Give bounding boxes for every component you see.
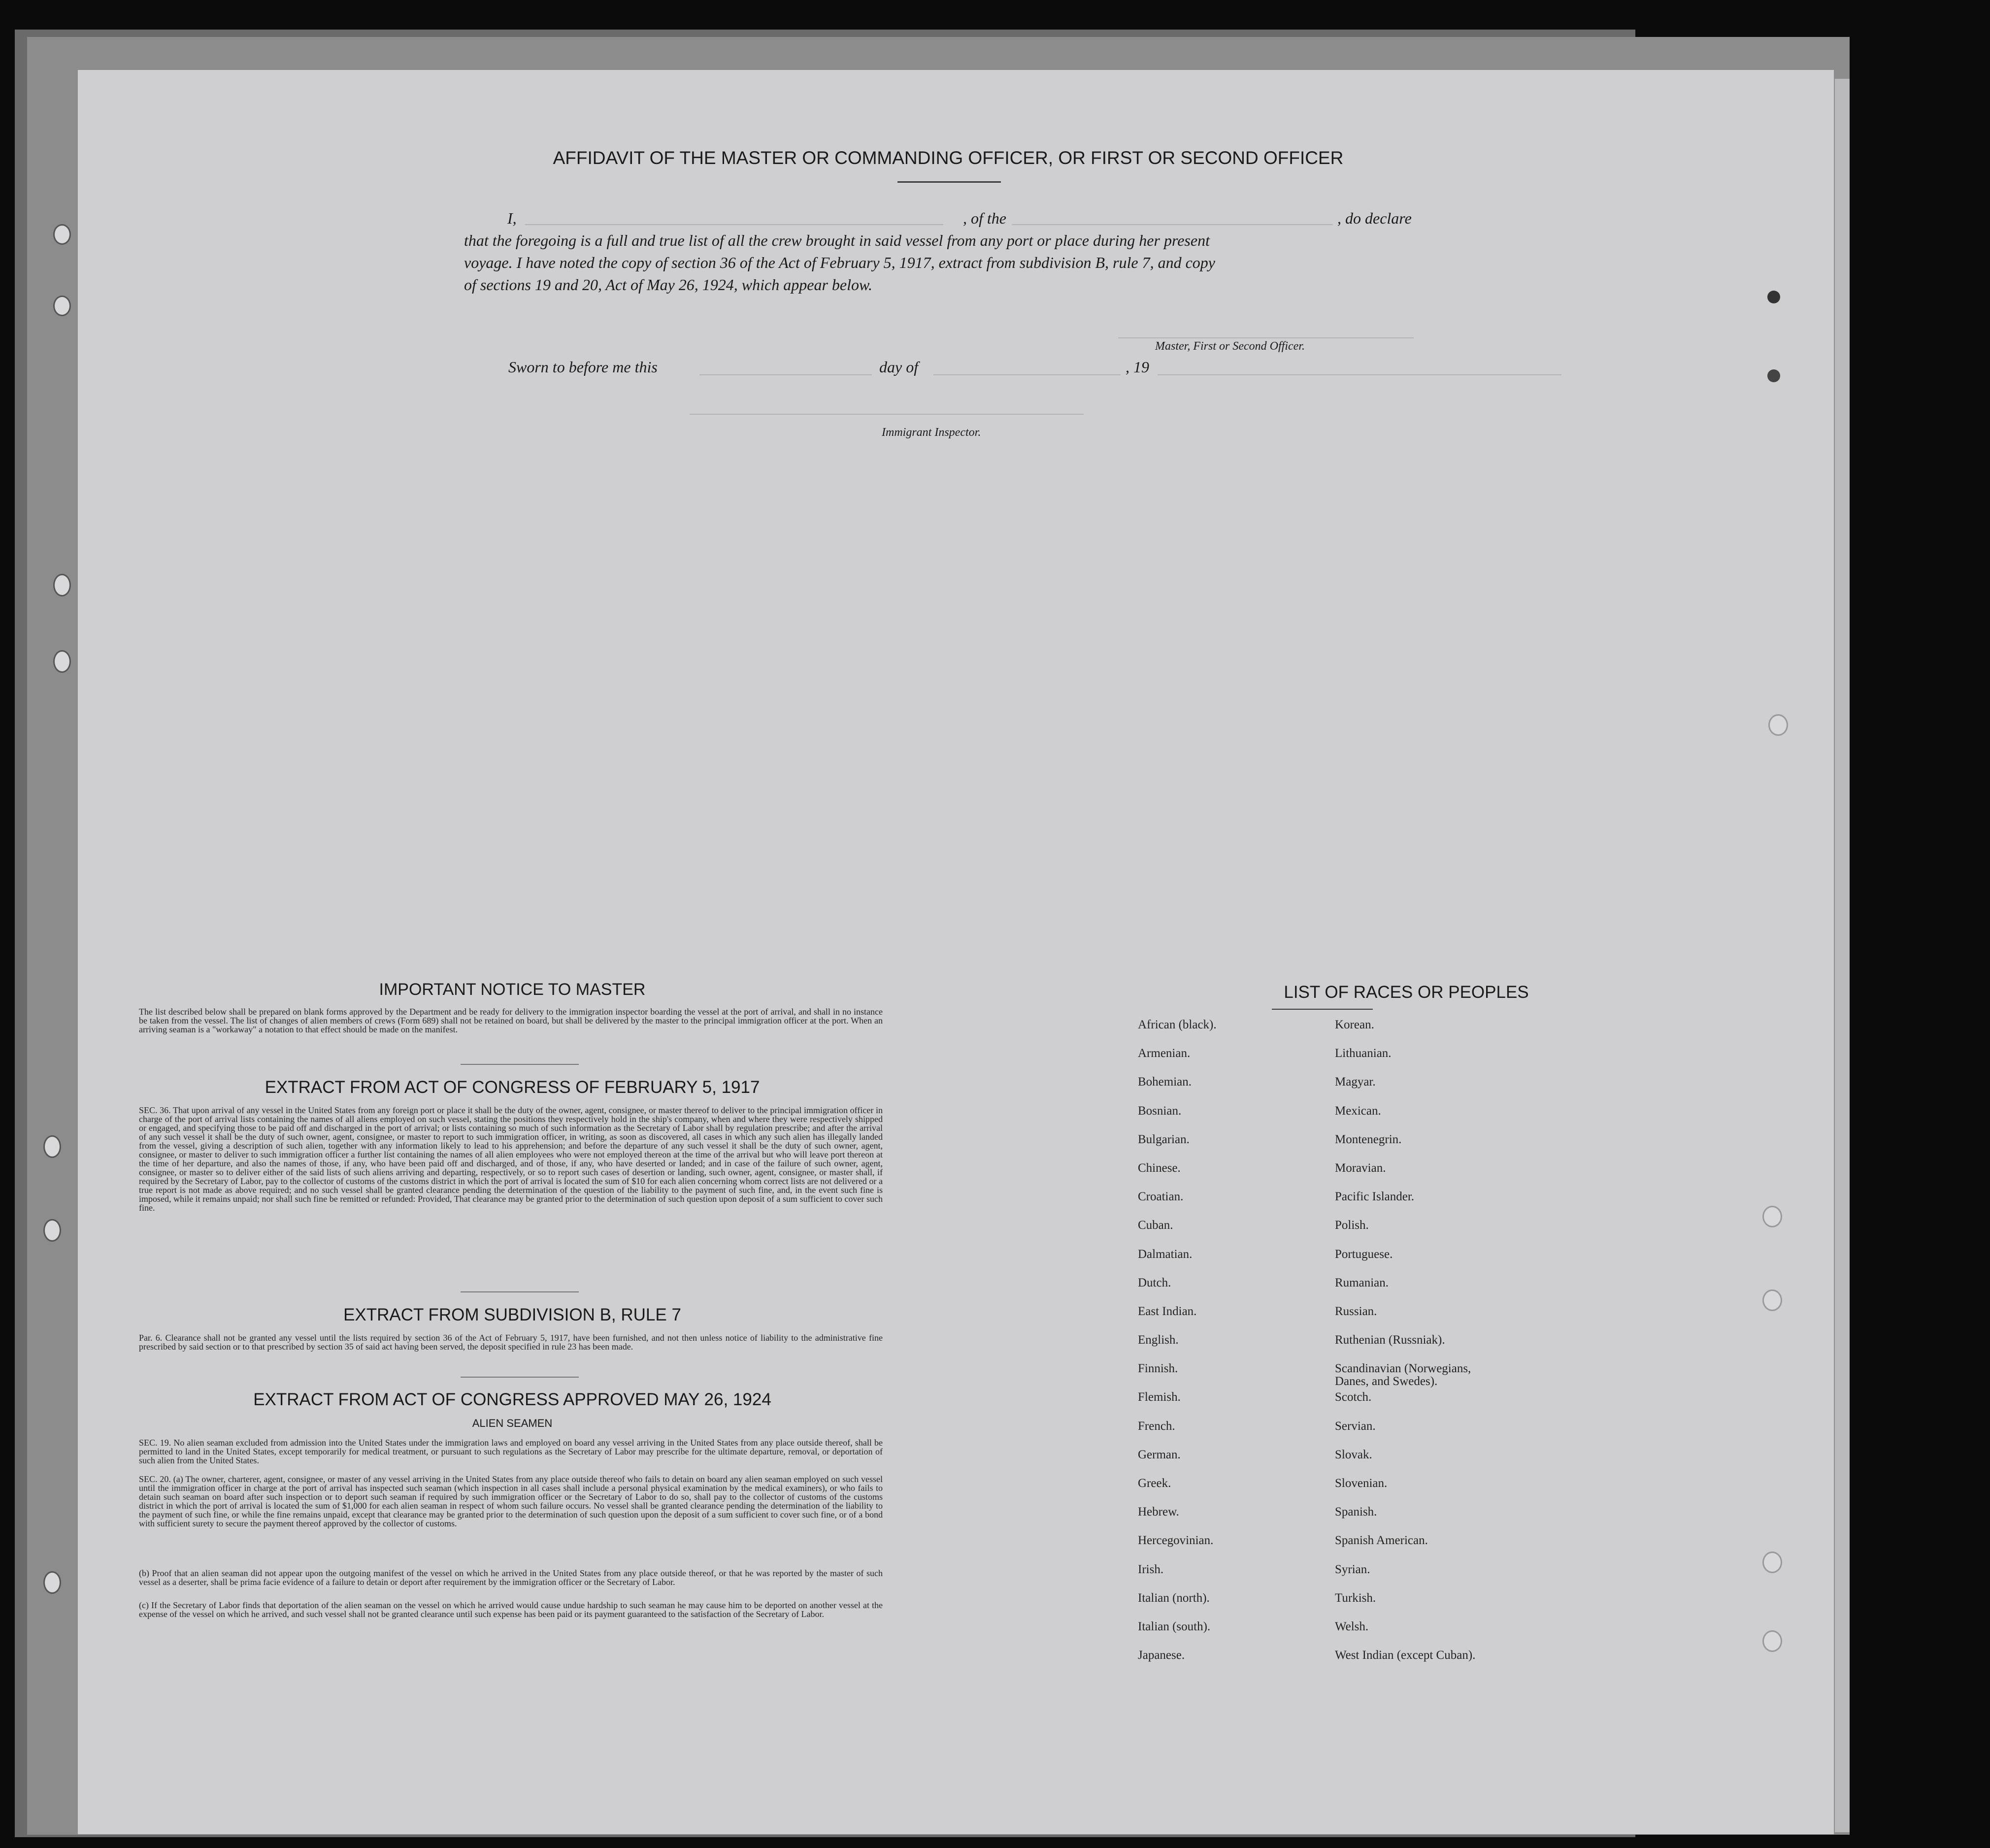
race-item: Korean.: [1335, 1018, 1374, 1031]
race-item: Spanish American.: [1335, 1534, 1428, 1548]
section-divider: [461, 1377, 579, 1378]
binder-ring-icon: [43, 1571, 61, 1594]
race-item: Croatian.: [1138, 1190, 1184, 1204]
affidavit-body-line3: voyage. I have noted the copy of section 36 of the Act of February 5, 1917, extract from subdivision B, rule 7, and copy: [464, 254, 1215, 271]
race-item: Irish.: [1138, 1562, 1164, 1576]
race-item: Servian.: [1335, 1419, 1376, 1433]
race-item: Scotch.: [1335, 1390, 1372, 1404]
affidavit-of-the: , of the: [963, 209, 1006, 227]
binder-ring-icon: [53, 224, 71, 245]
affidavit-body-line2: that the foregoing is a full and true list of all the crew brought in said vessel from any port or place during her present: [464, 231, 1210, 249]
inspector-label: Immigrant Inspector.: [882, 426, 981, 439]
race-item: Russian.: [1335, 1304, 1377, 1318]
sworn-label: Sworn to before me this: [508, 358, 658, 376]
year-prefix: , 19: [1126, 358, 1149, 376]
rivet-icon: [1767, 291, 1780, 303]
race-item: Chinese.: [1138, 1161, 1181, 1175]
affidavit-body-line4: of sections 19 and 20, Act of May 26, 1924, which appear below.: [464, 276, 872, 294]
race-item: Italian (north).: [1138, 1591, 1210, 1605]
page-stack-edge: [1834, 79, 1850, 1832]
race-item: Turkish.: [1335, 1591, 1376, 1605]
extract-1924-sec20b: (b) Proof that an alien seaman did not appear upon the outgoing manifest of the vessel on which he arrived in the United States from any place outside thereof, or that he was reported by the master of such vessel as a deserter, shall be prima facie evidence of a failure to detain or deport after requirement by the immigration officer or the Secretary of Labor.: [139, 1568, 883, 1587]
alien-seamen-subheading: ALIEN SEAMEN: [472, 1417, 553, 1429]
year-blank: [1158, 374, 1561, 375]
binder-ring-icon: [53, 296, 71, 316]
race-item: Bohemian.: [1138, 1075, 1192, 1089]
race-item: Scandinavian (Norwegians, Danes, and Swedes).: [1335, 1362, 1471, 1388]
race-item: Mexican.: [1335, 1104, 1381, 1118]
title-underline: [897, 181, 1001, 183]
affidavit-title: AFFIDAVIT OF THE MASTER OR COMMANDING OFFICER, OR FIRST OR SECOND OFFICER: [553, 148, 1344, 168]
binder-ring-icon: [43, 1219, 61, 1242]
inspector-signature-line: [690, 414, 1084, 415]
race-item: Syrian.: [1335, 1562, 1370, 1576]
race-item: Portuguese.: [1335, 1247, 1393, 1261]
punch-hole-icon: [1762, 1551, 1782, 1573]
extract-1924-sec20a: SEC. 20. (a) The owner, charterer, agent, consignee, or master of any vessel arriving in the United States from any place outside thereof who fails to detain on board any alien seaman employed on such vessel until the immigration officer in charge at the port of arrival has inspected such seaman (which inspection in all cases shall include a personal physical examination by the medical examiners), or who fails to detain such seaman on board after such inspection or to deport such seaman if required by such immigration officer or the Secretary of Labor to do so, shall pay to the collector of customs of the customs district in which the port of arrival is located the sum of $1,000 for each alien seaman in respect of whom such failure occurs. No vessel shall be granted clearance pending the determination of the liability to the payment of such fine, or while the fine remains unpaid, except that clearance may be granted prior to the determination of such question upon the deposit of a sum sufficient to cover such fine, or of a bond with sufficient surety to secure the payment thereof approved by the collector of customs.: [139, 1474, 883, 1528]
section-divider: [461, 1064, 579, 1065]
extract-1917-text: SEC. 36. That upon arrival of any vessel in the United States from any foreign port or place it shall be the duty of the owner, agent, consignee, or master thereof to deliver to the principal immigration officer in charge of the port of arrival lists containing the names of all aliens employed on such vessel, stating the positions they respectively hold in the ship's company, when and where they were respectively shipped or engaged, and specifying those to be paid off and discharged in the port of arrival; or lists containing so much of such information as the Secretary of Labor shall by regulation prescribe; and after the arrival of any such vessel it shall be the duty of such owner, agent, consignee, or master to report to such immigration officer, in writing, as soon as discovered, all cases in which any such alien has illegally landed from the vessel, giving a description of such alien, together with any information likely to lead to his apprehension; and before the departure of any such vessel it shall be the duty of such owner, agent, consignee, or master to deliver to such immigration officer a further list containing the names of all alien employees who were not employed thereon at the time of the arrival but who will leave port thereon at the time of her departure, and also the names of those, if any, who have been paid off and discharged, and of those, if any, who have deserted or landed; and in case of the failure of such owner, agent, consignee, or master so to deliver either of the said lists of such aliens arriving and departing, respectively, or so to report such cases of desertion or landing, such owner, agent, consignee, or master shall, if required by the Secretary of Labor, pay to the collector of customs of the customs district in which the port of arrival is located the sum of $10 for each alien concerning whom correct lists are not delivered or a true report is not made as above required; and no such vessel shall be granted clearance pending the determination of the question of the liability to the payment of such fine, and, in the event such fine is imposed, while it remains unpaid; nor shall such fine be remitted or refunded: Provided, That clearance may be granted prior to the determination of such question upon deposit of a sum sufficient to cover such fine.: [139, 1105, 883, 1213]
affidavit-do-declare: , do declare: [1337, 209, 1412, 227]
race-item: Lithuanian.: [1335, 1047, 1392, 1060]
race-item: Finnish.: [1138, 1362, 1178, 1376]
affidavit-line-i: I,: [507, 209, 517, 227]
extract-1924-heading: EXTRACT FROM ACT OF CONGRESS APPROVED MAY 26, 1924: [253, 1390, 771, 1409]
rivet-icon: [1767, 369, 1780, 382]
vessel-blank: [1012, 224, 1332, 225]
race-item: Hercegovinian.: [1138, 1534, 1214, 1548]
race-item: African (black).: [1138, 1018, 1217, 1031]
binder-ring-icon: [53, 650, 71, 673]
races-left-column: [1138, 1019, 1325, 1678]
race-item: West Indian (except Cuban).: [1335, 1649, 1476, 1662]
race-item: Slovenian.: [1335, 1477, 1388, 1490]
race-item: Montenegrin.: [1335, 1132, 1402, 1146]
master-signature-label: Master, First or Second Officer.: [1155, 340, 1305, 353]
race-item: Dutch.: [1138, 1276, 1171, 1289]
extract-1917-heading: EXTRACT FROM ACT OF CONGRESS OF FEBRUARY 5, 1917: [265, 1078, 760, 1097]
race-item: Bosnian.: [1138, 1104, 1182, 1118]
race-item: English.: [1138, 1333, 1179, 1347]
race-item: Polish.: [1335, 1219, 1369, 1232]
race-item: Flemish.: [1138, 1390, 1181, 1404]
extract-rule7-text: Par. 6. Clearance shall not be granted any vessel until the lists required by section 36 of the Act of February 5, 1917, have been furnished, and not then unless notice of liability to the administrative fine prescribed by said section or to that prescribed by section 35 of said act having been served, the deposit specified in rule 23 has been made.: [139, 1333, 883, 1352]
race-item: Spanish.: [1335, 1505, 1377, 1519]
race-item: German.: [1138, 1448, 1181, 1461]
section-divider: [461, 1291, 579, 1292]
notice-heading: IMPORTANT NOTICE TO MASTER: [379, 980, 646, 999]
race-item: Moravian.: [1335, 1161, 1386, 1175]
race-item: Japanese.: [1138, 1649, 1185, 1662]
race-item: Magyar.: [1335, 1075, 1376, 1089]
race-item: Welsh.: [1335, 1619, 1369, 1633]
punch-hole-icon: [1762, 1289, 1782, 1311]
extract-1924-sec20c: (c) If the Secretary of Labor finds that deportation of the alien seaman on the vessel on which he arrived would cause undue hardship to such seaman he may cause him to be deported on another vessel at the expense of the vessel on which he arrived, and such vessel shall not be granted clearance until such expense has been paid or its payment guaranteed to the satisfaction of the Secretary of Labor.: [139, 1600, 883, 1619]
notice-text: The list described below shall be prepared on blank forms approved by the Department and be ready for delivery to the immigration inspector boarding the vessel at the port of arrival, and shall in no instance be taken from the vessel. The list of changes of alien members of crews (Form 689) shall not be retained on board, but shall be delivered by the master to the principal immigration officer at the port. When an arriving seaman is a "workaway" a notation to that effect should be made on the manifest.: [139, 1007, 883, 1034]
extract-1924-sec19: SEC. 19. No alien seaman excluded from admission into the United States under the immigration laws and employed on board any vessel arriving in the United States from any place outside thereof, shall be permitted to land in the United States, except temporarily for medical treatment, or pursuant to such regulations as the Secretary of Labor may prescribe for the ultimate departure, removal, or deportation of such alien from the United States.: [139, 1438, 883, 1465]
race-item: Slovak.: [1335, 1448, 1372, 1461]
race-item: East Indian.: [1138, 1304, 1197, 1318]
race-item: Rumanian.: [1335, 1276, 1389, 1289]
race-item: Bulgarian.: [1138, 1132, 1190, 1146]
race-item: Ruthenian (Russniak).: [1335, 1333, 1445, 1347]
day-blank: [699, 374, 872, 375]
name-blank: [525, 224, 943, 225]
punch-hole-icon: [1762, 1206, 1782, 1227]
extract-rule7-heading: EXTRACT FROM SUBDIVISION B, RULE 7: [343, 1305, 681, 1324]
binder-ring-icon: [53, 574, 71, 596]
race-item: Pacific Islander.: [1335, 1190, 1415, 1204]
signature-line: [1118, 337, 1414, 338]
races-right-column: [1335, 1019, 1630, 1678]
race-item: Armenian.: [1138, 1047, 1191, 1060]
race-item: French.: [1138, 1419, 1175, 1433]
race-item: Cuban.: [1138, 1219, 1173, 1232]
punch-hole-icon: [1768, 714, 1788, 736]
race-item: Dalmatian.: [1138, 1247, 1193, 1261]
race-item: Italian (south).: [1138, 1619, 1211, 1633]
binder-ring-icon: [43, 1135, 61, 1158]
race-item: Greek.: [1138, 1477, 1171, 1490]
month-blank: [933, 374, 1121, 375]
races-heading: LIST OF RACES OR PEOPLES: [1284, 983, 1529, 1002]
day-of-label: day of: [879, 358, 919, 376]
punch-hole-icon: [1762, 1630, 1782, 1652]
races-underline: [1272, 1009, 1373, 1010]
race-item: Hebrew.: [1138, 1505, 1179, 1519]
